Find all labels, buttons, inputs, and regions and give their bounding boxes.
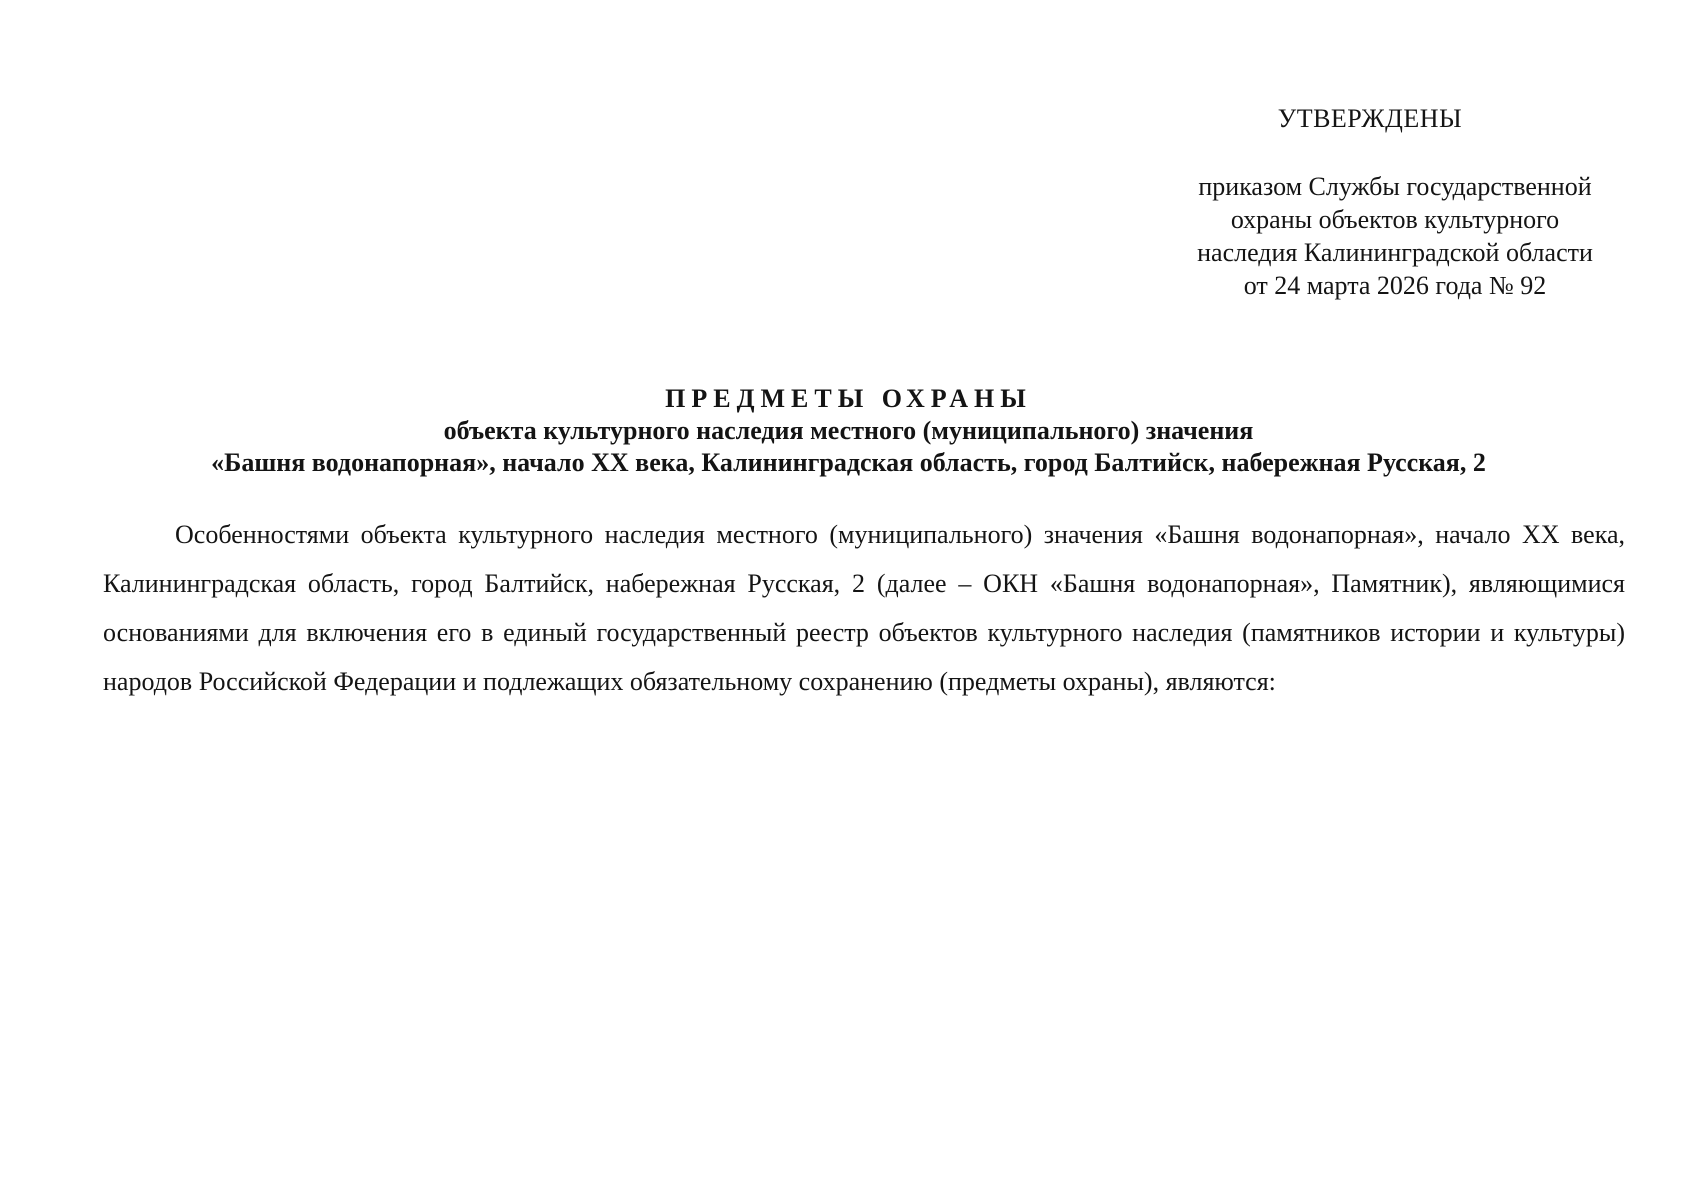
approval-line: приказом Службы государственной	[1198, 172, 1592, 201]
document-title: ПРЕДМЕТЫ ОХРАНЫ	[665, 384, 1032, 413]
body-paragraph: Особенностями объекта культурного наследия местного (муниципального) значения «Башня водонапорная», начало XX века, Калининградская область, город Балтийск, набережная Русская, 2 (далее – ОКН «Башня водонапорная», Памятник), являющимися основаниями для включения его в единый государственный реестр объектов культурного наследия (памятников истории и культуры) народов Российской Федерации и подлежащих обязательному сохранению (предметы охраны), являются:	[103, 520, 1625, 696]
approval-line: охраны объектов культурного	[1230, 205, 1560, 234]
document-heading	[100, 383, 1597, 479]
approval-details	[1160, 170, 1630, 302]
approval-title: УТВЕРЖДЕНЫ	[1277, 104, 1463, 133]
document-subtitle-line-1: объекта культурного наследия местного (муниципального) значения	[443, 416, 1254, 445]
document-subtitle-line-2: «Башня водонапорная», начало XX века, Калининградская область, город Балтийск, набережная Русская, 2	[211, 448, 1486, 477]
approval-line: от 24 марта 2026 года № 92	[1243, 271, 1547, 300]
approval-line: наследия Калининградской области	[1197, 238, 1593, 267]
